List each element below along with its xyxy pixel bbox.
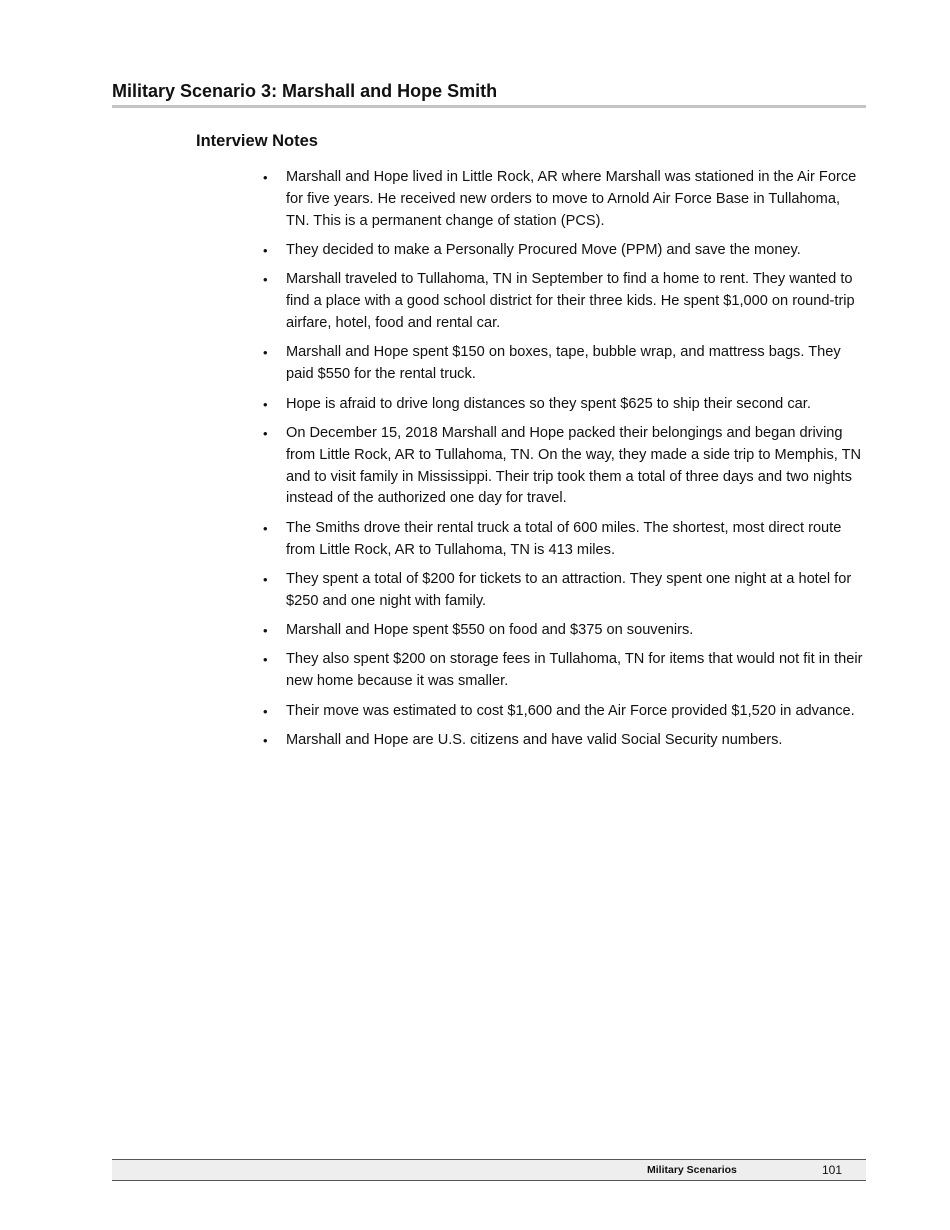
bullet-icon: • [263, 345, 268, 361]
footer-section-label: Military Scenarios [647, 1164, 737, 1176]
bullet-icon: • [263, 623, 268, 639]
bullet-icon: • [263, 242, 268, 258]
page-footer [112, 1159, 866, 1181]
list-item [263, 620, 867, 642]
bullet-icon: • [263, 170, 268, 185]
interview-notes-list [263, 167, 867, 759]
list-item-text: Marshall and Hope lived in Little Rock, AR where Marshall was stationed in the Air Force for five years. He received new orders to move to Arnold Air Force Base in Tullahoma, TN. This is a permanent change of station (PCS). [286, 169, 857, 229]
list-item [263, 518, 867, 562]
list-item-text: Marshall traveled to Tullahoma, TN in September to find a home to rent. They wanted to find a place with a good school district for their three kids. He spent $1,000 on round-trip airfare, hotel, food and rental car. [286, 271, 855, 331]
section-heading: Interview Notes [196, 132, 318, 150]
list-item [263, 649, 867, 693]
list-item [263, 342, 867, 386]
list-item-text: They spent a total of $200 for tickets to an attraction. They spent one night at a hotel for $250 and one night with family. [286, 570, 852, 609]
bullet-icon: • [263, 733, 268, 749]
list-item [263, 730, 867, 752]
bullet-icon: • [263, 396, 268, 412]
list-item [263, 240, 867, 262]
page-number: 101 [822, 1163, 843, 1177]
bullet-icon: • [263, 520, 268, 536]
bullet-icon: • [263, 272, 268, 288]
list-item-text: They also spent $200 on storage fees in Tullahoma, TN for items that would not fit in their new home because it was smaller. [286, 651, 863, 690]
list-item [263, 167, 867, 232]
list-item-text: Their move was estimated to cost $1,600 and the Air Force provided $1,520 in advance. [286, 702, 855, 719]
bullet-icon: • [263, 571, 268, 587]
list-item-text: Marshall and Hope spent $150 on boxes, tape, bubble wrap, and mattress bags. They paid $550 for the rental truck. [286, 344, 841, 383]
list-item [263, 423, 867, 510]
bullet-icon: • [263, 652, 268, 668]
list-item-text: Marshall and Hope are U.S. citizens and have valid Social Security numbers. [286, 732, 783, 749]
list-item-text: On December 15, 2018 Marshall and Hope packed their belongings and began driving from Little Rock, AR to Tullahoma, TN. On the way, they made a side trip to Memphis, TN and to visit family in Mississippi. Their trip took them a total of three days and two nights instead of the authorized one day for travel. [286, 424, 862, 507]
list-item [263, 269, 867, 334]
list-item-text: They decided to make a Personally Procured Move (PPM) and save the money. [286, 241, 801, 258]
page-title: Military Scenario 3: Marshall and Hope Smith [112, 81, 498, 101]
bullet-icon: • [263, 425, 268, 441]
list-item-text: Hope is afraid to drive long distances so they spent $625 to ship their second car. [286, 395, 811, 412]
list-item [263, 569, 867, 613]
page-header [112, 80, 866, 108]
list-item [263, 394, 867, 416]
list-item-text: The Smiths drove their rental truck a total of 600 miles. The shortest, most direct route from Little Rock, AR to Tullahoma, TN is 413 miles. [286, 519, 842, 558]
bullet-icon: • [263, 703, 268, 719]
list-item [263, 701, 867, 723]
list-item-text: Marshall and Hope spent $550 on food and $375 on souvenirs. [286, 622, 694, 639]
